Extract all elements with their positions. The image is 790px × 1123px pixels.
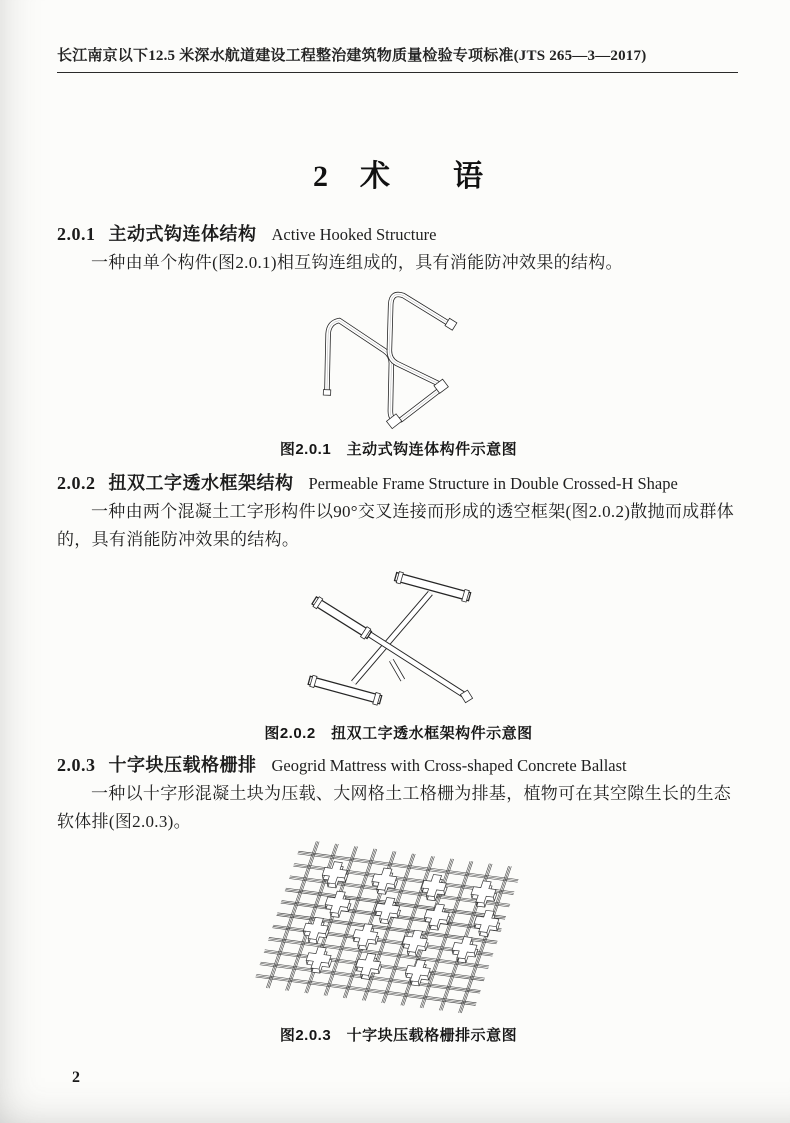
- section-body-2-0-2: 一种由两个混凝土工字形构件以90°交叉连接而形成的透空框架(图2.0.2)散抛而成群体的，具有消能防冲效果的结构。: [57, 502, 735, 549]
- term-english: Permeable Frame Structure in Double Crossed-H Shape: [308, 474, 678, 493]
- section-number: 2.0.1: [57, 224, 96, 244]
- section-body-2-0-1: 一种由单个构件(图2.0.1)相互钩连组成的，具有消能防冲效果的结构。: [91, 253, 623, 272]
- figure-2-0-3: [57, 839, 740, 1019]
- figure-caption-2-0-1: 图2.0.1 主动式钩连体构件示意图: [279, 441, 518, 458]
- active-hooked-member-drawing: [288, 279, 510, 437]
- section-body-2-0-3: 一种以十字形混凝土块为压载、大网格土工格栅为排基，植物可在其空隙生长的生态软体排(图2.0.3)。: [57, 784, 732, 831]
- figure-2-0-1: [57, 279, 740, 437]
- page-number: 2: [72, 1069, 80, 1086]
- term-chinese: 主动式钩连体结构: [108, 224, 257, 244]
- term-chinese: 扭双工字透水框架结构: [108, 473, 294, 493]
- section-heading-2-0-1: [57, 222, 740, 247]
- figure-caption-2-0-2: 图2.0.2 扭双工字透水框架构件示意图: [264, 725, 533, 742]
- term-english: Geogrid Mattress with Cross-shaped Concrete Ballast: [271, 756, 627, 775]
- double-crossed-h-frame-drawing: [286, 554, 512, 722]
- section-number: 2.0.3: [57, 755, 96, 775]
- running-header: 长江南京以下12.5 米深水航道建设工程整治建筑物质量检验专项标准(JTS 265—3—2017): [57, 48, 647, 64]
- term-chinese: 十字块压载格栅排: [108, 755, 257, 775]
- chapter-title: 2 术 语: [313, 160, 484, 193]
- section-heading-2-0-2: [57, 471, 740, 496]
- figure-2-0-2: [57, 554, 740, 722]
- geogrid-mattress-drawing: [253, 839, 545, 1019]
- header-rule: [57, 72, 738, 73]
- section-number: 2.0.2: [57, 473, 96, 493]
- term-english: Active Hooked Structure: [271, 225, 437, 244]
- section-heading-2-0-3: [57, 753, 740, 778]
- figure-caption-2-0-3: 图2.0.3 十字块压载格栅排示意图: [279, 1027, 518, 1044]
